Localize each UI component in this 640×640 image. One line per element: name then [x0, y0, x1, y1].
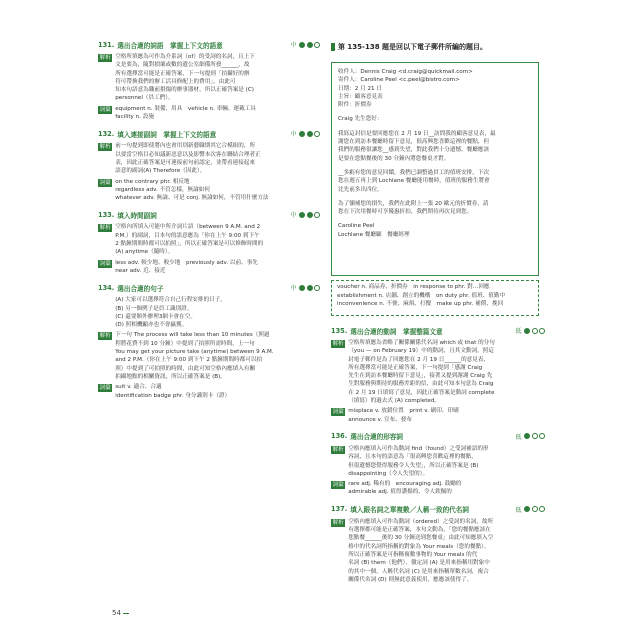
passage-heading: 第 135-138 題是回以下電子郵件所編的題目。: [331, 42, 487, 52]
vocabulary-tag: 詞彙: [332, 409, 344, 416]
difficulty-indicator: 中: [290, 283, 320, 292]
email-passage: 收件人：Dennis Craig <d.craig@quickmail.com> 寄件人：Caroline Peel <c.peel@bistro.com> 日期：2 月 21 日 主旨：顧客意見表 附件：折價券 Craig 先生您好： 我寫這封信是要回應您在 2 月 19 日__訪問我的顧客意見表，最 謝您在到訪本餐廳時留下意見，很高興您喜歡這裡的餐點，但 我們的服務很讓您__感到失望，對此我們十分遺憾。餐廳應該 是要在您點餐後的 30 分鐘內將您餐桌才對。 __多虧有您的意見回饋，我們已調整過員工的值班安排，下次 您在週五再上到 Lochlane 餐廳能用餐時，值班的服務生將會 比先前多出四位。 為了彌補您的損失，我們在此附上一張 20 歐元的折價券，請 您在下次用餐時可享優惠折扣，我們期待再次見到您。 Caroline Peel Lochlane 餐廳顧 餐廳經理: [331, 62, 539, 276]
explanation-text: 空格內應填入可作為動詞 find（found）之受詞補語的形 容詞，且本句的語意為「很高興您喜歡這裡的餐點， 但很遺憾您覺得服務令人失望」，所以正確答案是 (B) disappointing（令人失望的）。: [348, 445, 489, 477]
explanation-tag: 解析: [99, 333, 111, 340]
question-title: 選出合適的詞語 掌握上下文的語意: [117, 41, 223, 50]
heading-marker: [331, 43, 335, 51]
question-title: 填入連接副詞 掌握上下文的語意: [117, 130, 217, 139]
vocabulary-tag: 詞彙: [332, 482, 344, 489]
question-number: 134.: [98, 283, 115, 292]
question-title: 填入時間副詞: [117, 211, 157, 220]
question-number: 133.: [98, 210, 115, 219]
difficulty-indicator: 低: [515, 326, 545, 335]
vocabulary-tag: 詞彙: [99, 179, 111, 186]
explanation-tag: 解析: [99, 225, 111, 232]
difficulty-dot: [539, 328, 545, 334]
difficulty-dot: [314, 131, 320, 137]
vocabulary-text: equipment n. 裝備、用具 vehicle n. 車輛、運載工具 facility n. 設施: [115, 105, 256, 121]
question-132: [98, 127, 320, 202]
difficulty-dot: [307, 285, 313, 291]
difficulty-dot: [307, 131, 313, 137]
explanation-text: 空格內應填入可作為動詞（ordered）之受詞的名詞，故所 有選擇都可能是正確答案，本句文動為，「您的餐點應該在 您點餐______後的 30 分鐘送到您餐桌」由此可知應填入空 格中的代名詞所指稱的對象為 Your meals（您的餐點）， 所以正確答案是可指稱複數事物的 Your meals 的代 名詞 (B) them（他們），徹定詞 (A) 是用來指稱用對象中 的其中一個，人稱代名詞 (C) 是用來指稱單數名詞，複合 關係代名詞 (D) 則無此意義使用，應應該使得了。: [348, 518, 494, 583]
vocabulary-text: suit v. 適合、合適 identification badge phr. 身分識別卡（證）: [115, 384, 231, 399]
difficulty-indicator: 中: [290, 129, 320, 138]
difficulty-dot: [299, 42, 305, 48]
vocabulary-text: misplace v. 放錯位置 print v. 刷印、印刷 announce v. 宣布、發布: [348, 408, 459, 423]
difficulty-dot: [524, 506, 530, 512]
right-column: [331, 324, 545, 590]
options-list: (A) 大家可以選擇符合自己行程安排的日子。 (B) 另一個例子是員工識別證。 (C) 還要額外辦理3網卡會在空。 (D) 照相機顯亦也不會贏獲。: [115, 297, 226, 329]
question-number: 131.: [98, 40, 115, 49]
explanation-text: 空格所填應為可作為介系詞（of）的受詞的名詞，且上下 文是要為，隨對損壞或數的遺公室細備所發______，故 所有選擇當可能是正確答案，下一句提到「拍攝好的辦 符可帶換我們的辦工活具修配上的費用」，由此可 知本句語意為職前損傷的辦事器材，所以正確答案是 (C) personnel（員工們）。: [115, 54, 255, 102]
difficulty-dot: [307, 212, 313, 218]
explanation-tag: 解析: [332, 446, 344, 453]
left-column: [98, 38, 320, 406]
email-greeting: Craig 先生您好：: [338, 116, 383, 123]
question-title: 選出合適的句子: [117, 284, 164, 293]
explanation-text: 空格所填應為省略了關係關係代名詞 which 或 that 的分句 （you — on February 19）中的動詞，且其文動詞，照這 封電子郵件是為了回應您在 2 月 19 日______的意見表， 所有選擇當可能是正確答案，下一句提到「感謝 Craig 先生在到訪本餐廳時留下意見」，接著又提到謝謝 Craig 先 生對服務與期待的服務差距的信，由此可知本句意為 Craig 在 2 月 19 日填寫了意見，因此正確答案是動詞 complete （填寫）的過去式 (A) completed。: [348, 340, 495, 405]
difficulty-indicator: 低: [515, 505, 545, 514]
difficulty-dot: [532, 328, 538, 334]
difficulty-dot: [539, 506, 545, 512]
vocabulary-tag: 詞彙: [99, 385, 111, 392]
difficulty-dot: [299, 212, 305, 218]
question-title: 選出合適的動詞 掌握整篇文意: [350, 327, 443, 336]
vocabulary-tag: 詞彙: [99, 260, 111, 267]
explanation-tag: 解析: [332, 519, 344, 526]
difficulty-indicator: 低: [515, 432, 545, 441]
explanation-tag: 解析: [99, 55, 111, 61]
question-number: 136.: [331, 432, 348, 441]
difficulty-dot: [532, 433, 538, 439]
difficulty-dot: [539, 433, 545, 439]
explanation-text: 下一句 The process will take less than 10 minutes（照過 程將花費不到 10 分鐘）中提到了拍照所需時間，上一句 You may get your picture take (anytime) between 9 A.M. and 2 P.M.（你在上午 9:00 到下午 2 點鐘期間時都可以拍 照）中提到了可拍照的時間，由此可知空格內應填入有關 拍攝地點的相關資訊，所以正確答案是 (B)。: [115, 332, 274, 380]
question-title: 選出合適的形容詞: [350, 433, 404, 442]
difficulty-dot: [299, 131, 305, 137]
email-vocabulary-box: voucher n. 商品券、折價券 in response to phr. 對…回應 establishment n. 店鋪、創立的機構 on duty phr. 值班、值勤中 inconvenience n. 不便、麻煩、打攪 make up phr. 補償、挽回: [331, 280, 539, 316]
vocabulary-tag: 詞彙: [99, 106, 111, 113]
question-131: [98, 38, 320, 121]
vocabulary-text: less adv. 較少地、較少地 previously adv. 以前、事先 near adv. 近、接近: [115, 259, 258, 274]
difficulty-indicator: 中: [290, 210, 320, 219]
difficulty-dot: [314, 285, 320, 291]
question-133: [98, 208, 320, 275]
explanation-tag: 解析: [332, 341, 344, 347]
question-134: [98, 281, 320, 400]
email-signature: Caroline Peel: [338, 223, 375, 230]
difficulty-dot: [524, 328, 530, 334]
difficulty-dot: [314, 212, 320, 218]
question-title: 填入跟名詞之單複數／人稱一致的代名詞: [350, 506, 469, 515]
difficulty-dot: [532, 506, 538, 512]
explanation-tag: 解析: [99, 144, 111, 151]
question-number: 132.: [98, 129, 115, 138]
difficulty-indicator: 中: [290, 40, 320, 49]
explanation-text: 空格內所填入可能中所介詞片語（between 9 A.M. and 2 P.M.）的副詞，目本句的語意應為「你在上午 9:00 到下午 2 點鐘期間時都可以拍照」，所以正確答案是可以修飾時間的 (A) anytime（隨時）。: [115, 224, 264, 256]
question-136: [331, 430, 545, 497]
page-number: 54: [112, 609, 129, 617]
difficulty-dot: [314, 42, 320, 48]
question-137: [331, 503, 545, 584]
difficulty-dot: [524, 433, 530, 439]
question-number: 137.: [331, 505, 348, 514]
difficulty-dot: [299, 285, 305, 291]
question-135: [331, 324, 545, 424]
difficulty-dot: [307, 42, 313, 48]
vocabulary-text: rare adj. 稀有的 encouraging adj. 鼓勵的 admirable adj. 值得讚揚的、令人欽佩的: [348, 481, 462, 496]
explanation-text: 前一句提到即使將內也會用別新藝職期其它合模組的，所 以要當空格目必知議新惡意以及影響本次客在聯結合理者正 表，因此正確答案是可連接前句前認定，並帶看連接起來 語意的副詞(A) Therefore（因此）。: [115, 143, 261, 175]
vocabulary-text: on the contrary phr. 相反地 regardless adv. 不管怎樣，無論如何 whatever adv. 無論、可是 conj. 無論如何，不管用什麼方法: [115, 178, 269, 202]
question-number: 135.: [331, 326, 348, 335]
